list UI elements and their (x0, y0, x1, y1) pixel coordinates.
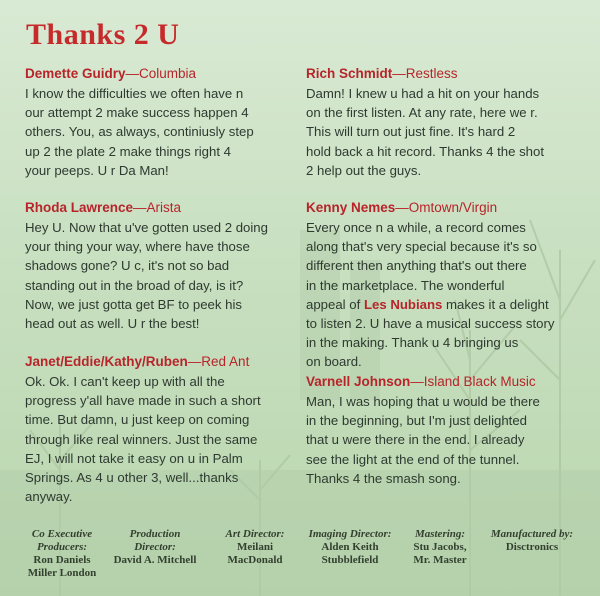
credit-art-director: Art Director: Meilani MacDonald (225, 528, 285, 566)
thanks-entry-rich-schmidt (306, 64, 586, 180)
entry-name: Rich Schmidt—Restless (306, 66, 458, 81)
entry-name: Janet/Eddie/Kathy/Ruben—Red Ant (25, 354, 250, 369)
credit-mastering: Mastering: Stu Jacobs, Mr. Master (413, 528, 467, 566)
entry-name: Kenny Nemes—Omtown/Virgin (306, 200, 498, 215)
thanks-entry-rhoda-lawrence (25, 198, 295, 333)
credit-co-executive-producers: Co Executive Producers: Ron Daniels Miller London (27, 528, 97, 579)
thanks-entry-kenny-nemes (306, 198, 586, 372)
entry-body: Hey U. Now that u've gotten used 2 doing your thing your way, where have those shadows gone? U c, it's not so bad standing out in the broad of day, is it? Now, we just gotta get BF to peek his head out as well. U r the best! (25, 220, 268, 332)
artist-name-highlight: Les Nubians (363, 296, 443, 312)
credit-imaging-director: Imaging Director: Alden Keith Stubblefield (308, 528, 392, 566)
thanks-entry-janet-eddie-kathy-ruben (25, 352, 295, 506)
entry-body: Every once n a while, a record comes along that's very special because it's so different then anything that's out there in the marketplace. The wonderful appeal of Les Nubians makes it a delight to listen 2. U have a musical success story in the making. Thank u 4 bringing us on board. (306, 220, 555, 370)
credits-footer (22, 528, 582, 588)
thanks-entry-varnell-johnson (306, 372, 586, 488)
entry-body: I know the difficulties we often have n our attempt 2 make success happen 4 others. You, as always, continiusly step up 2 the plate 2 make things right 4 your peeps. U r Da Man! (25, 86, 254, 178)
entry-body: Damn! I knew u had a hit on your hands on the first listen. At any rate, here we r. This will turn out just fine. It's hard 2 hold back a hit record. Thanks 4 the shot 2 help out the guys. (306, 86, 545, 178)
entry-body: Ok. Ok. I can't keep up with all the progress y'all have made in such a short time. But damn, u just keep on coming through like real winners. Just the same EJ, I will not take it easy on u in Palm Springs. As 4 u other 3, well...thanks anyway. (25, 374, 261, 505)
page-title: Thanks 2 U (26, 18, 180, 51)
thanks-entry-demette-guidry (25, 64, 295, 180)
credit-production-director: Production Director: David A. Mitchell (113, 528, 197, 566)
credit-manufactured-by: Manufactured by: Disctronics (490, 528, 574, 553)
entry-name: Demette Guidry—Columbia (25, 66, 197, 81)
entry-name: Varnell Johnson—Island Black Music (306, 374, 536, 389)
entry-body: Man, I was hoping that u would be there in the beginning, but I'm just delighted that u were there in the end. I already see the light at the end of the tunnel. Thanks 4 the smash song. (306, 394, 540, 486)
entry-name: Rhoda Lawrence—Arista (25, 200, 182, 215)
